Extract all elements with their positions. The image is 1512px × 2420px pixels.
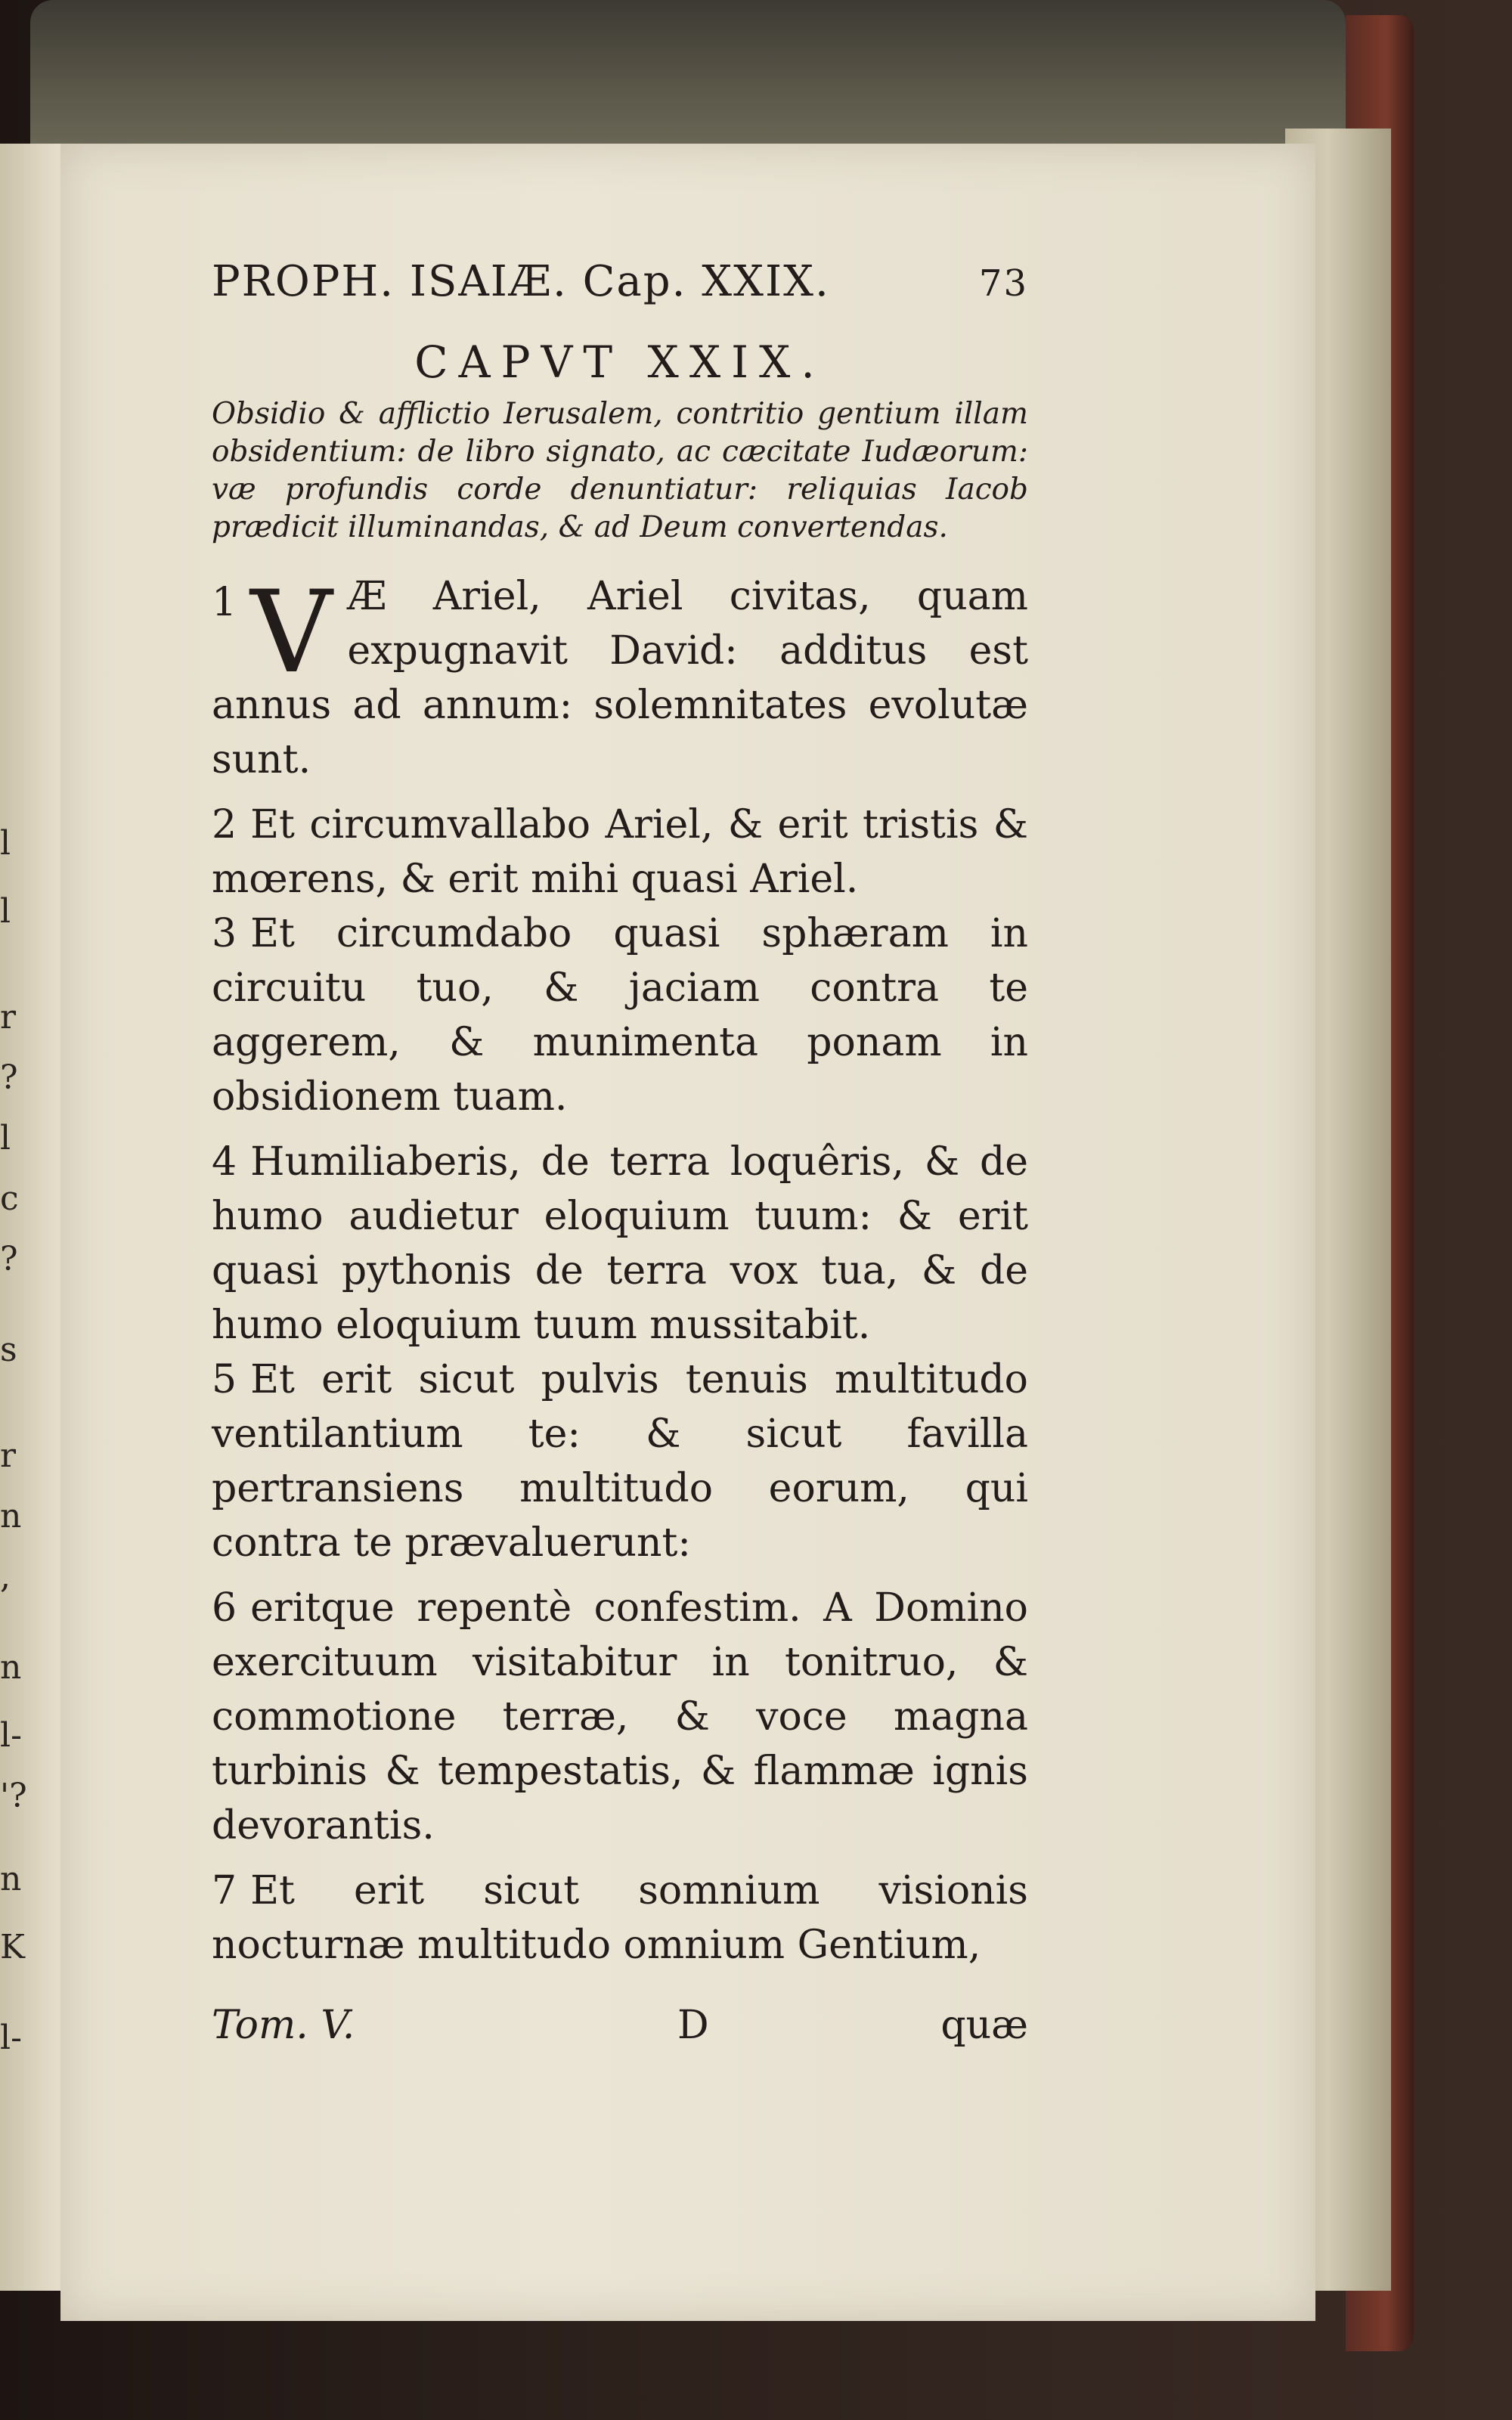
left-page-fragment: l-	[0, 1716, 22, 1755]
drop-cap-initial: V	[250, 567, 333, 699]
verse-5	[212, 1353, 1028, 1570]
page-number: 73	[978, 262, 1028, 305]
verse-text: Æ Ariel, Ariel civitas, quam expugnavit David: additus est annus ad annum: solemnitates evolutæ sunt.	[212, 574, 1028, 782]
verse-6	[212, 1581, 1028, 1853]
verse-2	[212, 798, 1028, 906]
left-page-fragment: ?	[0, 1058, 18, 1097]
left-page-fragment: l	[0, 892, 11, 931]
left-page-fragment: r	[0, 1436, 17, 1475]
verse-text: Et erit sicut somnium visionis nocturnæ multitudo omnium Gentium,	[212, 1868, 1028, 1968]
page-footer	[212, 2003, 1028, 2048]
verse-number: 7	[212, 1868, 237, 1913]
verse-number: 1	[212, 580, 237, 625]
tome-mark: Tom. V.	[212, 2003, 355, 2048]
verse-3	[212, 906, 1028, 1124]
left-page-fragment: n	[0, 1860, 22, 1898]
left-page-fragment: n	[0, 1648, 22, 1687]
verse-number: 2	[212, 802, 237, 847]
left-page-fragment: K	[0, 1928, 25, 1966]
verse-text: Humiliaberis, de terra loquêris, & de humo audietur eloquium tuum: & erit quasi pythonis de terra vox tua, & de humo eloquium tuum mussitabit.	[212, 1139, 1028, 1348]
left-page-fragment: r	[0, 998, 17, 1036]
left-page-fragment: n	[0, 1497, 22, 1535]
chapter-argument: Obsidio & afflictio Ierusalem, contritio gentium illam obsidentium: de libro signato, ac cæcitate Iudæorum: væ profundis corde denuntiatur: reliquias Iacob prædicit illuminandas, & ad Deum convertendas.	[212, 397, 1028, 544]
verse-number: 6	[212, 1585, 237, 1631]
verse-1	[212, 569, 1028, 787]
running-head	[212, 257, 1028, 306]
left-page-fragment: l	[0, 824, 11, 863]
left-page-fragment: s	[0, 1331, 17, 1369]
left-page-fragment: c	[0, 1179, 19, 1218]
verse-number: 5	[212, 1357, 237, 1402]
verse-number: 4	[212, 1139, 237, 1185]
chapter-title: CAPVT XXIX.	[414, 336, 826, 388]
verse-text: Et circumvallabo Ariel, & erit tristis & mœrens, & erit mihi quasi Ariel.	[212, 802, 1028, 902]
left-page-fragment: l-	[0, 2019, 22, 2057]
running-head-title: PROPH. ISAIÆ. Cap. XXIX.	[212, 257, 830, 306]
book-page	[60, 144, 1315, 2321]
verse-7	[212, 1864, 1028, 1972]
left-page-fragment: l	[0, 1119, 11, 1157]
signature-mark: D	[677, 2003, 709, 2048]
catchword: quæ	[940, 2003, 1028, 2048]
verse-number: 3	[212, 911, 237, 956]
left-page-fragment: ?	[0, 1240, 18, 1278]
left-page-fragment: '?	[0, 1777, 27, 1815]
verse-text: Et circumdabo quasi sphæram in circuitu tuo, & jaciam contra te aggerem, & munimenta ponam in obsidionem tuam.	[212, 911, 1028, 1120]
verse-text: eritque repentè confestim. A Domino exercituum visitabitur in tonitruo, & commotione terræ, & voce magna turbinis & tempestatis, & flammæ ignis devorantis.	[212, 1585, 1028, 1848]
page-content	[212, 257, 1028, 2048]
verse-4	[212, 1135, 1028, 1353]
left-page-fragment: ,	[0, 1557, 11, 1596]
book-top-edge	[30, 0, 1346, 159]
verse-text: Et erit sicut pulvis tenuis multitudo ventilantium te: & sicut favilla pertransiens multitudo eorum, qui contra te prævaluerunt:	[212, 1357, 1028, 1566]
